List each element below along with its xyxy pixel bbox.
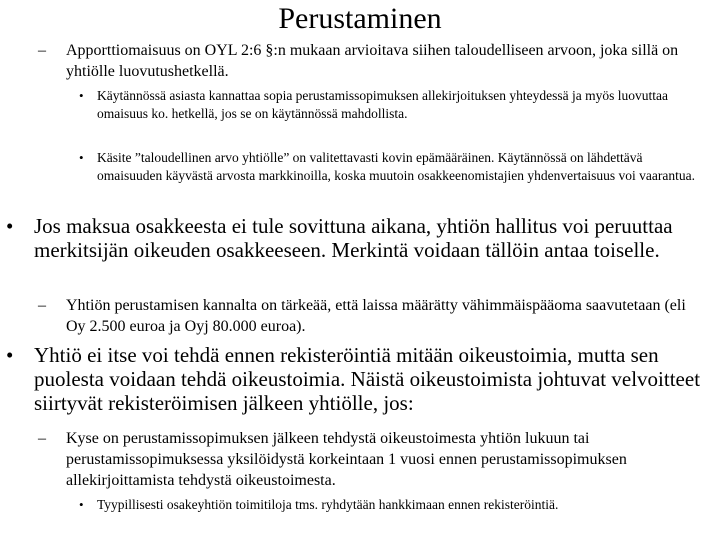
item-text: Käsite ”taloudellinen arvo yhtiölle” on valitettavasti kovin epämääräinen. Käytännössä on lähdettävä omaisuuden käyvästä arvosta markkinoilla, koska muutoin osakkeenomistajien yhdenvertaisuus voi vaarantua.	[97, 150, 695, 183]
item-text: Käytännössä asiasta kannattaa sopia perustamissopimuksen allekirjoituksen yhteydessä ja myös luovuttaa omaisuus ko. hetkellä, jos se on käytännössä mahdollista.	[97, 88, 668, 121]
dot-bullet: •	[6, 214, 14, 238]
item-text: Yhtiö ei itse voi tehdä ennen rekisteröintiä mitään oikeustoimia, mutta sen puolesta voidaan tehdä oikeustoimia. Näistä oikeustoimista johtuvat velvoitteet siirtyvät rekisteröimisen jälkeen yhtiölle, jos:	[34, 343, 701, 415]
list-item	[79, 87, 707, 123]
list-item	[6, 343, 706, 415]
dot-bullet: •	[79, 150, 84, 165]
dot-bullet: •	[79, 497, 84, 512]
list-item	[79, 149, 707, 185]
dot-bullet: •	[6, 343, 14, 367]
dash-bullet: –	[38, 430, 46, 447]
item-text: Tyypillisesti osakeyhtiön toimitiloja tms. ryhdytään hankkimaan ennen rekisteröintiä.	[97, 497, 559, 512]
dot-bullet: •	[79, 88, 84, 103]
dash-bullet: –	[38, 297, 46, 314]
list-item	[38, 295, 706, 337]
slide-title: Perustaminen	[278, 2, 442, 35]
dash-bullet: –	[38, 42, 46, 59]
list-item	[6, 214, 706, 262]
item-text: Jos maksua osakkeesta ei tule sovittuna aikana, yhtiön hallitus voi peruuttaa merkitsijän oikeuden osakkeeseen. Merkintä voidaan tällöin antaa toiselle.	[34, 214, 673, 262]
list-item	[38, 428, 706, 491]
item-text: Yhtiön perustamisen kannalta on tärkeää, että laissa määrätty vähimmäispääoma saavutetaan (eli Oy 2.500 euroa ja Oyj 80.000 euroa).	[66, 297, 686, 335]
item-text: Apporttiomaisuus on OYL 2:6 §:n mukaan arvioitava siihen taloudelliseen arvoon, joka sillä on yhtiölle luovutushetkellä.	[66, 42, 679, 80]
list-item	[38, 40, 706, 82]
item-text: Kyse on perustamissopimuksen jälkeen tehdystä oikeustoimesta yhtiön lukuun tai perustamissopimuksessa yksilöidystä korkeintaan 1 vuosi ennen perustamissopimuksen allekirjoittamista tehdystä oikeustoimesta.	[66, 430, 627, 489]
list-item	[79, 496, 707, 514]
